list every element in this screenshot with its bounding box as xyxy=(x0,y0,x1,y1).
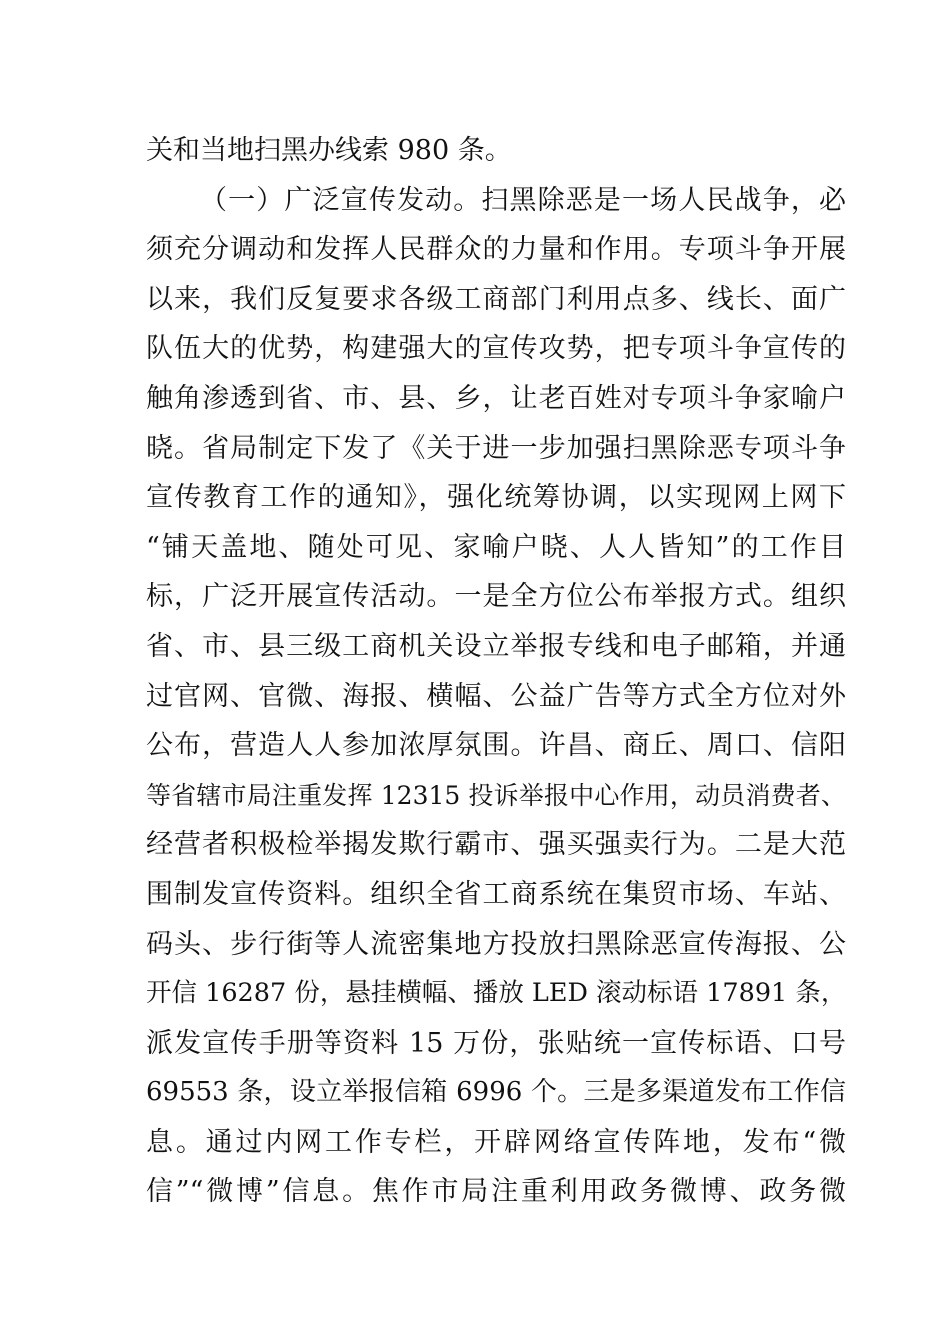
text-line: 围制发宣传资料。组织全省工商系统在集贸市场、车站、 xyxy=(146,878,846,910)
text-line: 码头、步行街等人流密集地方投放扫黑除恶宣传海报、公 xyxy=(146,928,846,960)
text-line: 等省辖市局注重发挥 12315 投诉举报中心作用，动员消费者、 xyxy=(146,780,846,810)
text-line: 过官网、官微、海报、横幅、公益广告等方式全方位对外 xyxy=(146,680,846,712)
text-line: 派发宣传手册等资料 15 万份，张贴统一宣传标语、口号 xyxy=(146,1027,846,1059)
text-line: 标，广泛开展宣传活动。一是全方位公布举报方式。组织 xyxy=(146,581,846,613)
text-line: 公布，营造人人参加浓厚氛围。许昌、商丘、周口、信阳 xyxy=(146,730,846,762)
text-line: 宣传教育工作的通知》，强化统筹协调，以实现网上网下 xyxy=(146,482,846,514)
text-line: 晓。省局制定下发了《关于进一步加强扫黑除恶专项斗争 xyxy=(146,432,846,464)
text-line: 开信 16287 份，悬挂横幅、播放 LED 滚动标语 17891 条， xyxy=(146,978,846,1009)
text-line: 关和当地扫黑办线索 980 条。 xyxy=(146,135,512,166)
text-line-paragraph-start: （一）广泛宣传发动。扫黑除恶是一场人民战争，必 xyxy=(200,184,846,216)
text-line: 信”“微博”信息。焦作市局注重利用政务微博、政务微 xyxy=(146,1176,846,1208)
text-line: 经营者积极检举揭发欺行霸市、强买强卖行为。二是大范 xyxy=(146,829,846,861)
text-line: 省、市、县三级工商机关设立举报专线和电子邮箱，并通 xyxy=(146,630,846,662)
text-line: “铺天盖地、随处可见、家喻户晓、人人皆知”的工作目 xyxy=(146,531,846,563)
text-line: 69553 条，设立举报信箱 6996 个。三是多渠道发布工作信 xyxy=(146,1077,846,1108)
text-line: 队伍大的优势，构建强大的宣传攻势，把专项斗争宣传的 xyxy=(146,333,846,365)
body-text xyxy=(146,126,846,1217)
text-line: 触角渗透到省、市、县、乡，让老百姓对专项斗争家喻户 xyxy=(146,382,846,414)
text-line: 息。通过内网工作专栏，开辟网络宣传阵地，发布“微 xyxy=(146,1126,846,1158)
text-line: 以来，我们反复要求各级工商部门利用点多、线长、面广 xyxy=(146,283,846,315)
text-line: 须充分调动和发挥人民群众的力量和作用。专项斗争开展 xyxy=(146,234,846,266)
